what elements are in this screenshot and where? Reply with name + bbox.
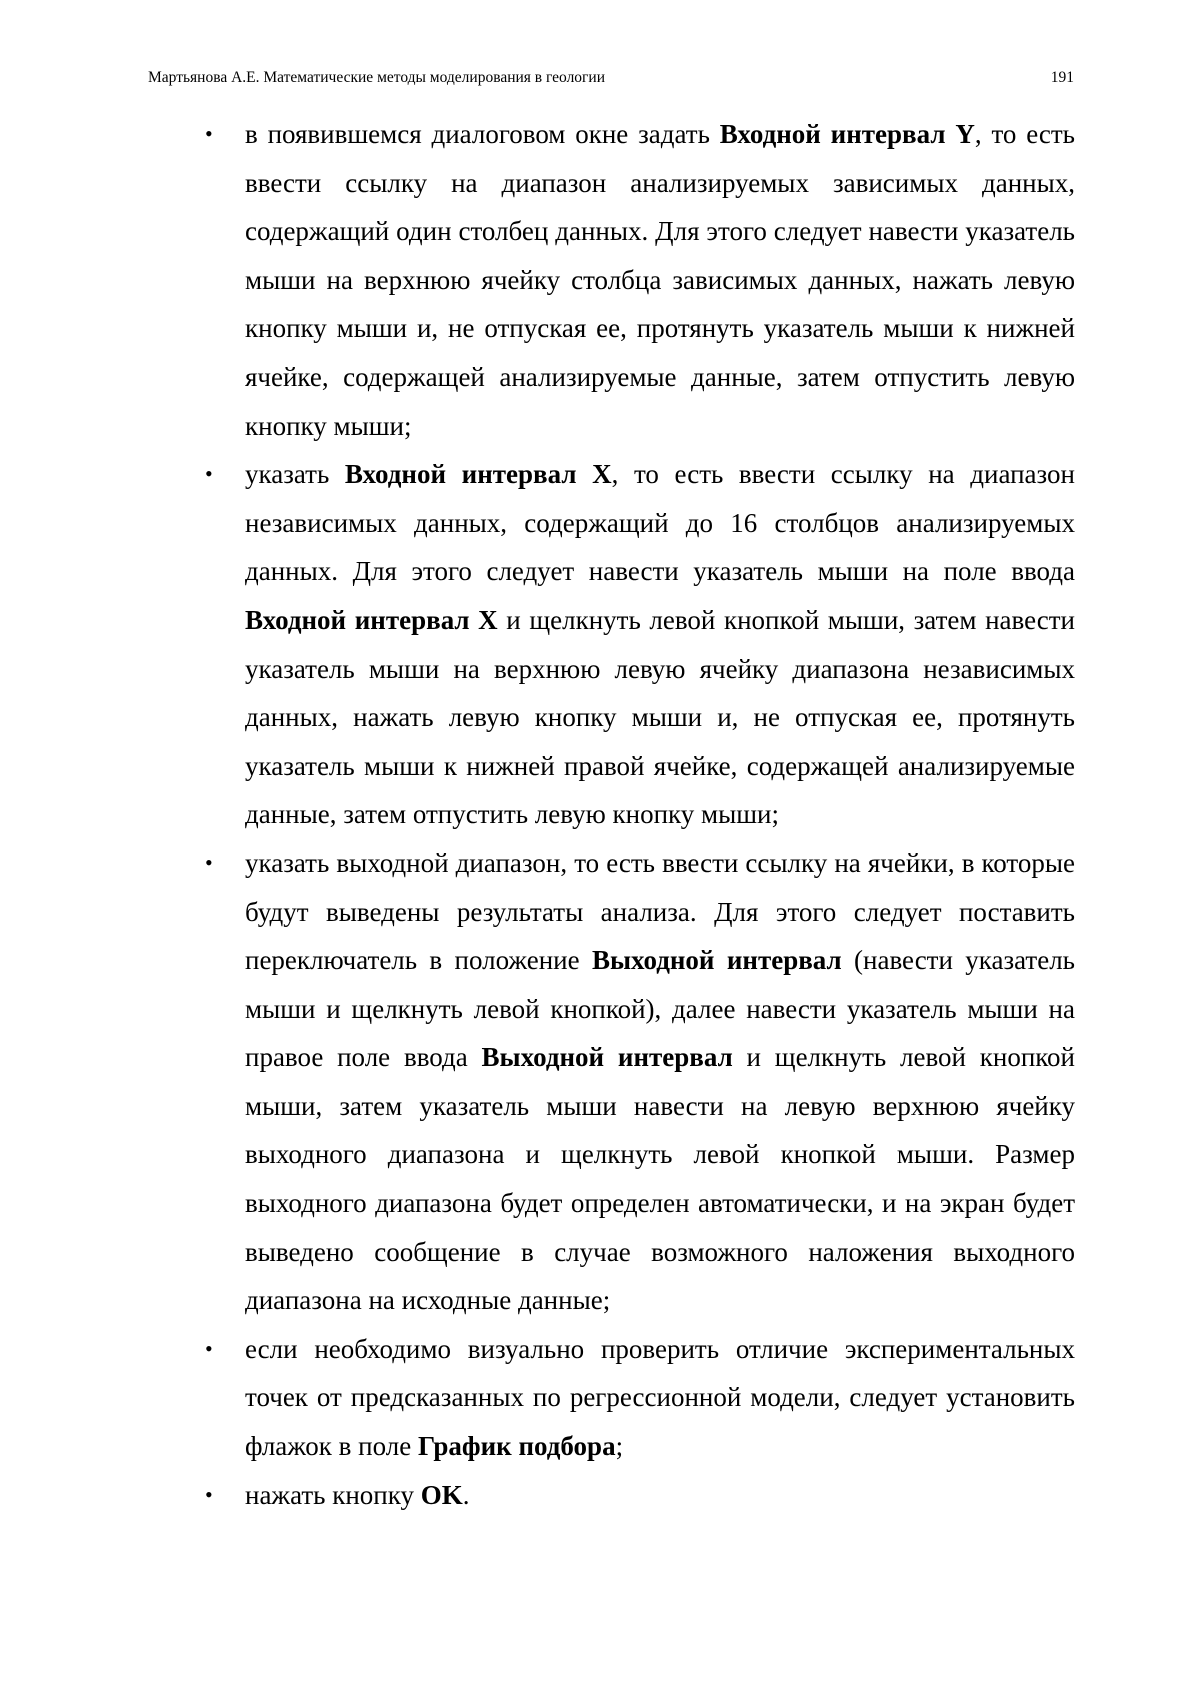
bold-term: График подбора	[417, 1431, 616, 1462]
bullet-icon: •	[205, 121, 213, 146]
page-header	[148, 68, 1074, 88]
page-number: 191	[1050, 69, 1074, 86]
bullet-icon: •	[205, 1481, 213, 1507]
bold-term: OK	[420, 1479, 463, 1510]
list-item	[205, 839, 1075, 1325]
item-text: и щелкнуть левой кнопкой мыши, затем навести указатель мыши на верхнюю левую ячейку диапазона независимых данных, нажать левую кнопку мыши и, не отпуская ее, протянуть указатель мыши к нижней правой ячейке, содержащей анализируемые данные, затем отпустить левую кнопку мыши;	[245, 604, 1075, 830]
header-title: Мартьянова А.Е. Математические методы моделирования в геологии	[148, 69, 606, 86]
item-text: , то есть ввести ссылку на диапазон независимых данных, содержащий до 16 столбцов анализируемых данных. Для этого следует навести указатель мыши на поле ввода	[245, 459, 1075, 587]
bold-term: Выходной интервал	[591, 945, 842, 976]
item-text: указать выходной диапазон, то есть ввести ссылку на ячейки, в которые будут выведены результаты анализа. Для этого следует поставить переключатель в положение	[245, 847, 1075, 976]
bullet-icon: •	[205, 1335, 213, 1361]
bold-term: Выходной интервал	[481, 1042, 733, 1073]
item-text: если необходимо визуально проверить отличие экспериментальных точек от предсказанных по регрессионной модели, следует установить флажок в поле	[245, 1333, 1075, 1462]
bold-term: Входной интервал Y	[719, 119, 975, 149]
list-item	[205, 1471, 1075, 1520]
list-item	[205, 1325, 1075, 1471]
bold-term: Входной интервал X	[344, 459, 612, 490]
bullet-icon: •	[205, 461, 213, 487]
item-text: нажать кнопку	[245, 1479, 421, 1510]
item-text: и щелкнуть левой кнопкой мыши, затем указатель мыши навести на левую верхнюю ячейку выходного диапазона и щелкнуть левой кнопкой мыши. Размер выходного диапазона будет определен автоматически, и на экран будет выведено сообщение в случае возможного наложения выходного диапазона на исходные данные;	[245, 1042, 1075, 1316]
item-text: (навести указатель мыши и щелкнуть левой кнопкой), далее навести указатель мыши на правое поле ввода	[245, 945, 1075, 1073]
item-text: , то есть ввести ссылку на диапазон анализируемых зависимых данных, содержащий один столбец данных. Для этого следует навести указатель мыши на верхнюю ячейку столбца зависимых данных, нажать левую кнопку мыши и, не отпуская ее, протянуть указатель мыши к нижней ячейке, содержащей анализируемые данные, затем отпустить левую кнопку мыши;	[245, 119, 1075, 441]
item-text: .	[462, 1479, 470, 1510]
bullet-icon: •	[205, 849, 213, 875]
item-text: в появившемся диалоговом окне задать	[245, 119, 720, 149]
instruction-list	[205, 110, 1075, 1519]
item-text: ;	[615, 1431, 624, 1462]
list-item	[205, 450, 1075, 839]
page-body	[205, 110, 1075, 1519]
item-text: указать	[245, 459, 345, 490]
bold-term: Входной интервал X	[245, 604, 498, 635]
list-item	[205, 110, 1075, 450]
